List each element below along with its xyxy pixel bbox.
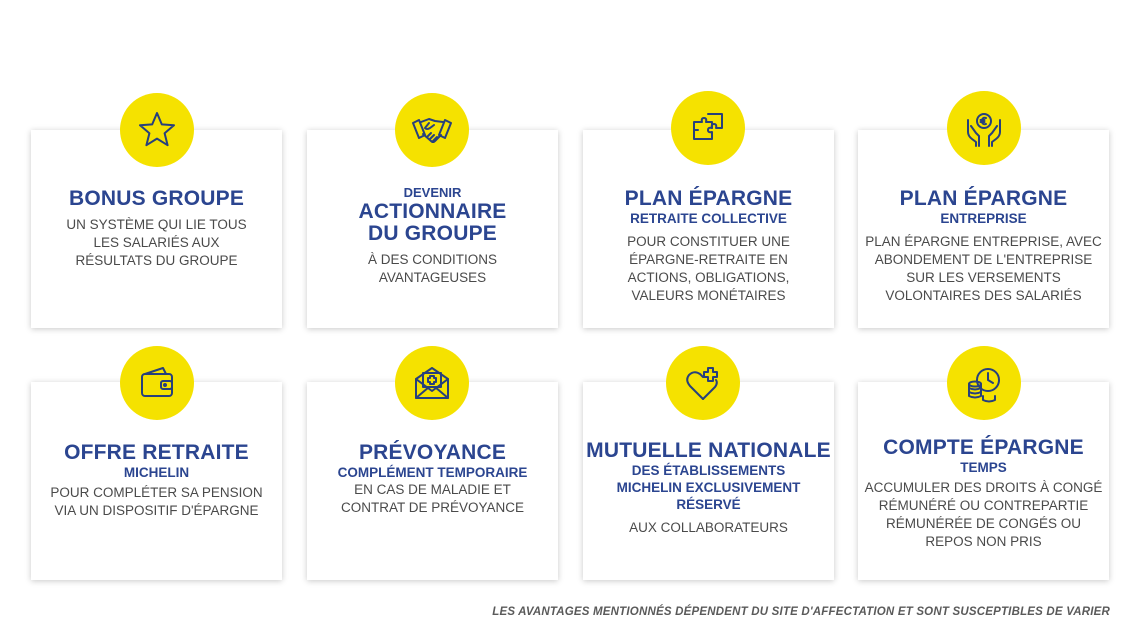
card-description: PLAN ÉPARGNE ENTREPRISE, AVEC ABONDEMENT DE L'ENTREPRISE SUR LES VERSEMENTS VOLONTAIRES DES SALARIÉS [865,234,1102,303]
card-description: ACCUMULER DES DROITS À CONGÉ RÉMUNÉRÉ OU CONTREPARTIE RÉMUNÉRÉE DE CONGÉS OU REPOS NON PRIS [864,480,1103,549]
card-description: AUX COLLABORATEURS [629,520,788,535]
star-icon [120,93,194,167]
card-subtitle: COMPLÉMENT TEMPORAIRE [337,465,528,480]
card-subtitle: RETRAITE COLLECTIVE [630,211,787,226]
card-title: PLAN ÉPARGNE [899,187,1068,210]
disclaimer-footer: LES AVANTAGES MENTIONNÉS DÉPENDENT DU SITE D'AFFECTATION ET SONT SUSCEPTIBLES DE VARIER [492,606,1110,618]
clock-coins-icon [947,346,1021,420]
card-title: MUTUELLE NATIONALE [586,439,831,462]
wallet-icon [120,346,194,420]
card-subtitle: DES ÉTABLISSEMENTS MICHELIN EXCLUSIVEMENT RÉSERVÉ [616,463,801,512]
card-title: BONUS GROUPE [68,187,245,210]
card-kicker: DEVENIR [403,185,462,200]
card-title: ACTIONNAIRE DU GROUPE [358,200,507,245]
card-subtitle: ENTREPRISE [940,211,1027,226]
hands-coin-icon [947,91,1021,165]
puzzle-icon [671,91,745,165]
heart-plus-icon [666,346,740,420]
card-description: POUR CONSTITUER UNE ÉPARGNE-RETRAITE EN ACTIONS, OBLIGATIONS, VALEURS MONÉTAIRES [627,234,790,303]
card-description: EN CAS DE MALADIE ET CONTRAT DE PRÉVOYANCE [340,482,525,515]
card-description: À DES CONDITIONS AVANTAGEUSES [367,252,497,285]
card-subtitle: MICHELIN [123,465,190,480]
card-description: UN SYSTÈME QUI LIE TOUS LES SALARIÉS AUX RÉSULTATS DU GROUPE [66,217,247,268]
card-subtitle: TEMPS [960,460,1007,475]
card-title: PRÉVOYANCE [358,441,507,464]
card-title: COMPTE ÉPARGNE [883,436,1084,459]
card-title: OFFRE RETRAITE [64,441,249,464]
medical-envelope-icon [395,346,469,420]
card-description: POUR COMPLÉTER SA PENSION VIA UN DISPOSITIF D'ÉPARGNE [50,485,263,518]
handshake-icon [395,93,469,167]
card-title: PLAN ÉPARGNE [624,187,793,210]
